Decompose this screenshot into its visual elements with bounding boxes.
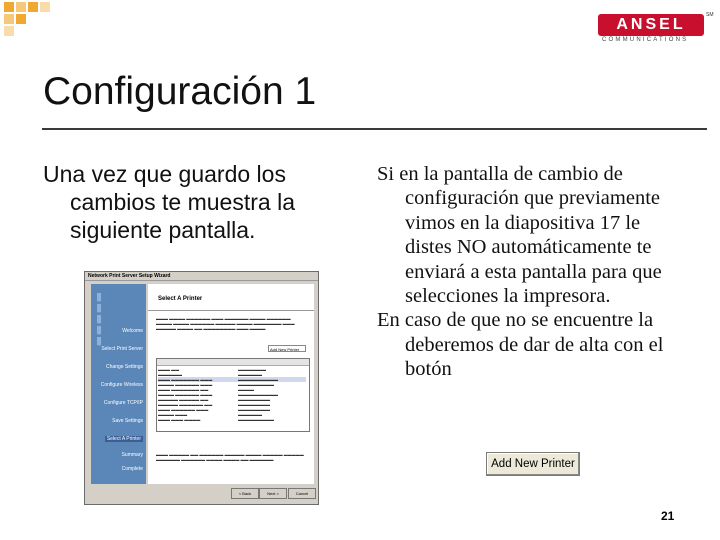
logo-mark: SM	[706, 12, 714, 18]
printer-row[interactable]: ▬▬▬ ▬▬▬ ▬▬▬▬ ▬▬▬▬▬▬▬▬▬	[158, 417, 274, 422]
logo-subtitle: COMMUNICATIONS	[602, 37, 689, 43]
orange-square	[16, 2, 26, 12]
wizard-step-select-a-printer: Select A Printer	[106, 436, 141, 442]
corner-decoration	[0, 0, 60, 40]
wizard-next-button[interactable]: Next >	[259, 488, 287, 499]
printer-row[interactable]: ▬▬▬▬▬▬ ▬▬▬▬▬▬	[158, 372, 262, 377]
wizard-step-save-settings: Save Settings	[112, 418, 143, 424]
wizard-step-summary: Summary	[121, 452, 143, 458]
printer-row[interactable]: ▬▬▬▬▬ ▬▬▬▬▬ ▬▬ ▬▬▬▬▬▬▬▬	[158, 397, 270, 402]
wizard-screenshot	[84, 271, 319, 505]
slide-title: Configuración 1	[43, 70, 317, 113]
wizard-title: Network Print Server Setup Wizard	[85, 272, 318, 281]
wizard-step-change-settings: Change Settings	[106, 364, 143, 370]
wizard-step-complete: Complete	[121, 466, 143, 472]
left-bullet	[43, 160, 375, 244]
title-divider	[42, 128, 707, 130]
wizard-dropdown[interactable]: Add New Printer	[268, 345, 306, 352]
wizard-step-configure-wireless: Configure Wireless	[100, 382, 143, 388]
printer-row[interactable]: ▬▬▬ ▬▬▬▬▬▬▬ ▬▬ ▬▬▬▬	[158, 387, 254, 392]
add-new-printer-button[interactable]: Add New Printer	[486, 452, 580, 476]
wizard-step-welcome: Welcome	[122, 328, 143, 334]
wizard-back-button[interactable]: < Back	[231, 488, 259, 499]
orange-square	[16, 14, 26, 24]
wizard-intro-text: ▬▬▬ ▬▬▬▬ ▬▬▬▬▬▬ ▬▬▬ ▬▬▬▬▬▬ ▬▬▬▬ ▬▬▬▬▬▬ ▬▬▬▬ ▬▬▬▬ ▬▬▬▬▬▬ ▬▬▬▬▬ ▬▬▬▬ ▬▬▬▬▬▬▬ ▬▬▬ ▬▬▬▬▬ ▬▬▬▬ ▬▬ ▬▬▬▬▬▬▬▬ ▬▬▬ ▬▬▬▬	[156, 316, 295, 331]
printer-row[interactable]: ▬▬▬▬ ▬▬▬▬▬▬ ▬▬▬ ▬▬▬▬▬▬▬▬▬	[158, 382, 274, 387]
printer-row[interactable]: ▬▬▬▬▬ ▬▬▬▬▬▬ ▬▬ ▬▬▬▬▬▬▬▬	[158, 402, 270, 407]
orange-square	[4, 2, 14, 12]
wizard-footer-text: ▬▬▬ ▬▬▬▬▬ ▬▬ ▬▬▬▬▬▬ ▬▬▬▬▬ ▬▬▬▬ ▬▬▬▬▬ ▬▬▬▬▬ ▬▬▬▬▬▬ ▬▬▬▬▬▬ ▬▬▬▬ ▬▬▬▬ ▬▬ ▬▬▬▬▬▬	[156, 452, 304, 462]
wizard-sidebar	[91, 284, 146, 484]
printer-list-header	[157, 359, 309, 366]
orange-square	[4, 14, 14, 24]
wizard-divider	[148, 310, 314, 311]
right-bullet-2: En caso de que no se encuentre la deberemos de dar de alta con el botón	[377, 309, 664, 381]
wizard-step-configure-tcpip: Configure TCP/IP	[103, 400, 143, 406]
page-number: 21	[661, 509, 675, 523]
printer-row[interactable]: ▬▬▬ ▬▬▬▬▬▬ ▬▬▬ ▬▬▬▬▬▬▬▬	[158, 407, 270, 412]
orange-square	[40, 2, 50, 12]
wizard-cancel-button[interactable]: Cancel	[288, 488, 316, 499]
printer-row[interactable]: ▬▬▬ ▬▬▬▬▬▬▬ ▬▬▬ ▬▬▬▬▬▬▬▬▬▬	[158, 377, 306, 382]
printer-list[interactable]	[156, 358, 310, 432]
sidebar-decoration: ▮▮▮▮▮	[96, 291, 103, 347]
right-bullets	[377, 162, 682, 382]
right-bullet-1: Si en la pantalla de cambio de configuración que previamente vimos en la diapositiva 17 le distes NO automáticamente te enviará a esta pantalla para que selecciones la impresora.	[377, 163, 662, 308]
orange-square	[4, 26, 14, 36]
orange-square	[28, 2, 38, 12]
printer-row[interactable]: ▬▬▬▬ ▬▬▬▬▬▬ ▬▬▬ ▬▬▬▬▬▬▬▬▬▬	[158, 392, 278, 397]
wizard-heading: Select A Printer	[158, 296, 203, 302]
bullet-text: Una vez que guardo los cambios te muestra la siguiente pantalla.	[43, 161, 295, 243]
wizard-main-panel	[148, 284, 314, 484]
ansel-logo	[598, 12, 714, 44]
wizard-step-select-print-server: Select Print Server	[101, 346, 143, 352]
printer-row[interactable]: ▬▬▬▬ ▬▬▬ ▬▬▬▬▬▬	[158, 412, 262, 417]
printer-row[interactable]: ▬▬▬ ▬▬ ▬▬▬▬▬▬▬	[158, 367, 266, 372]
logo-wordmark: ANSEL	[598, 14, 704, 36]
